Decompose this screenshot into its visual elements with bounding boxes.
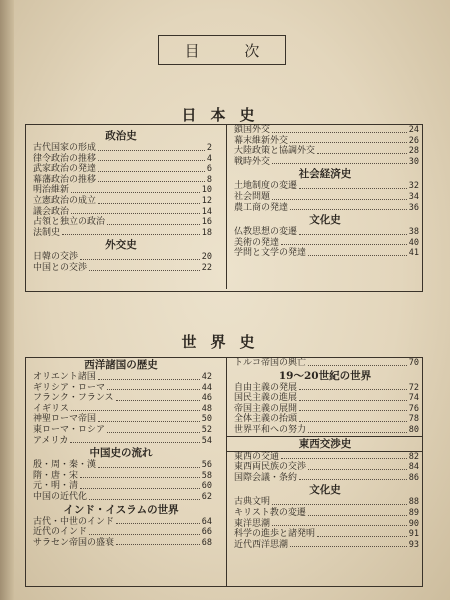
toc-entry-title: 明治維新 xyxy=(33,185,70,196)
dot-leader xyxy=(98,203,200,204)
toc-entry-page: 34 xyxy=(408,191,419,202)
toc-entry-page: 70 xyxy=(408,358,419,368)
dot-leader xyxy=(89,270,200,271)
toc-entry-title: アメリカ xyxy=(33,435,69,446)
toc-entry-page: 6 xyxy=(206,164,212,175)
dot-leader xyxy=(98,150,205,151)
toc-entry-page: 82 xyxy=(408,451,419,462)
toc-entry-page: 22 xyxy=(201,262,212,273)
toc-entry-page: 74 xyxy=(408,393,419,404)
toc-entry-title: 幕藩政治の推移 xyxy=(33,174,97,185)
dot-leader xyxy=(299,410,407,411)
toc-entry-page: 8 xyxy=(206,174,212,185)
toc-entry xyxy=(26,393,216,404)
dot-leader xyxy=(308,515,407,516)
toc-entry xyxy=(227,540,423,551)
dot-leader xyxy=(299,421,407,422)
toc-entry-page: 20 xyxy=(201,252,212,263)
toc-entry-page: 54 xyxy=(201,435,212,446)
world-history-frame xyxy=(25,357,423,587)
dot-leader xyxy=(272,132,407,133)
toc-entry xyxy=(26,436,216,447)
part-heading-world-history: 世界史 xyxy=(181,333,269,351)
toc-entry-title: 議会政治 xyxy=(33,206,70,217)
toc-entry-page: 32 xyxy=(408,181,419,192)
toc-entry xyxy=(26,372,216,383)
dot-leader xyxy=(80,477,200,478)
toc-entry-title: 法制史 xyxy=(33,227,61,238)
toc-entry-page: 90 xyxy=(408,518,419,529)
toc-entry-title: 仏教思想の変遷 xyxy=(234,227,298,238)
toc-entry-title: 隋・唐・宋 xyxy=(33,470,79,481)
toc-entry-title: 土地制度の変遷 xyxy=(234,181,298,192)
toc-entry-title: 近代のインド xyxy=(33,527,88,538)
toc-entry-page: 10 xyxy=(201,185,212,196)
dot-leader xyxy=(299,400,407,401)
toc-entry-page: 50 xyxy=(201,414,212,425)
dot-leader xyxy=(308,432,407,433)
dot-leader xyxy=(89,534,200,535)
toc-entry-page: 46 xyxy=(201,393,212,404)
toc-entry-page: 68 xyxy=(201,537,212,548)
dot-leader xyxy=(116,544,200,545)
toc-entry-page: 30 xyxy=(408,156,419,167)
toc-entry xyxy=(227,425,423,436)
toc-entry-title: 中国の近代化 xyxy=(33,491,88,502)
toc-entry-title: サラセン帝国の盛衰 xyxy=(33,537,115,548)
toc-entry-page: 12 xyxy=(201,195,212,206)
toc-entry-page: 89 xyxy=(408,507,419,518)
section-title: 19～20世紀の世界 xyxy=(278,369,372,382)
toc-entry xyxy=(227,383,423,394)
dot-leader xyxy=(80,259,200,260)
toc-entry xyxy=(227,529,423,540)
toc-entry-title: 戦時外交 xyxy=(234,156,271,167)
toc-entry-page: 41 xyxy=(408,248,419,259)
toc-entry xyxy=(26,481,216,492)
toc-entry-page: 24 xyxy=(408,125,419,135)
dot-leader xyxy=(80,488,200,489)
toc-entry-page: 48 xyxy=(201,403,212,414)
section-title: 西洋諸国の歴史 xyxy=(84,359,158,371)
toc-entry xyxy=(227,497,423,508)
section-title: 外交史 xyxy=(105,239,137,252)
dot-leader xyxy=(299,188,407,189)
dot-leader xyxy=(272,504,407,505)
toc-entry xyxy=(227,404,423,415)
toc-entry-page: 91 xyxy=(408,529,419,540)
section-title: 社会経済史 xyxy=(298,168,352,181)
toc-entry xyxy=(227,452,423,463)
dot-leader xyxy=(98,379,200,380)
toc-entry xyxy=(227,462,423,473)
section-title: 東西交渉史 xyxy=(227,436,423,452)
toc-entry xyxy=(26,538,216,549)
toc-entry xyxy=(227,238,423,249)
toc-entry xyxy=(26,492,216,503)
toc-entry-page: 64 xyxy=(201,516,212,527)
dot-leader xyxy=(308,469,407,470)
toc-entry-page: 86 xyxy=(408,472,419,483)
toc-entry-title: 農工商の発達 xyxy=(234,202,289,213)
toc-entry-title: 近代西洋思潮 xyxy=(234,539,289,550)
toc-entry xyxy=(26,404,216,415)
toc-entry-title: 古代・中世のインド xyxy=(33,516,115,527)
dot-leader xyxy=(98,421,200,422)
dot-leader xyxy=(70,442,199,443)
toc-entry-page: 26 xyxy=(408,135,419,146)
toc-entry xyxy=(227,248,423,259)
toc-entry-title: 鎖国外交 xyxy=(234,125,271,135)
dot-leader xyxy=(272,525,407,526)
dot-leader xyxy=(299,234,407,235)
toc-title: 目 次 xyxy=(158,35,286,65)
dot-leader xyxy=(317,153,407,154)
toc-entry-page: 88 xyxy=(408,497,419,508)
japanese-history-left-column xyxy=(26,129,216,293)
toc-entry-page: 80 xyxy=(408,424,419,435)
dot-leader xyxy=(290,209,407,210)
dot-leader xyxy=(89,499,200,500)
toc-entry-page: 38 xyxy=(408,227,419,238)
toc-entry xyxy=(227,181,423,192)
toc-entry-title: 古典文明 xyxy=(234,497,271,508)
toc-entry xyxy=(26,263,216,274)
dot-leader xyxy=(98,467,200,468)
toc-entry-page: 78 xyxy=(408,414,419,425)
section-title: インド・イスラムの世界 xyxy=(63,503,179,516)
toc-entry-title: 東西の交通 xyxy=(234,451,280,462)
section-title: 政治史 xyxy=(105,130,137,142)
toc-entry xyxy=(26,517,216,528)
toc-entry-page: 36 xyxy=(408,202,419,213)
section-title: 文化史 xyxy=(309,484,341,497)
toc-entry-page: 28 xyxy=(408,146,419,157)
toc-entry xyxy=(227,227,423,238)
toc-entry xyxy=(227,203,423,214)
section-title: 中国史の流れ xyxy=(89,447,153,460)
toc-entry-title: 神聖ローマ帝国 xyxy=(33,414,97,425)
toc-entry-page: 2 xyxy=(206,143,212,153)
toc-entry xyxy=(26,175,216,186)
toc-entry xyxy=(26,217,216,228)
toc-entry xyxy=(26,527,216,538)
toc-entry xyxy=(227,358,423,369)
dot-leader xyxy=(308,365,407,366)
toc-entry-title: 立憲政治の成立 xyxy=(33,195,97,206)
dot-leader xyxy=(308,255,407,256)
toc-entry xyxy=(26,460,216,471)
toc-entry-title: 美術の発達 xyxy=(234,237,280,248)
toc-entry-page: 58 xyxy=(201,470,212,481)
toc-entry-title: オリエント諸国 xyxy=(33,372,96,382)
toc-entry xyxy=(26,207,216,218)
toc-entry-title: 東ローマ・ロシア xyxy=(33,424,106,435)
toc-entry-title: 学問と文学の発達 xyxy=(234,248,307,259)
toc-entry-page: 76 xyxy=(408,403,419,414)
toc-entry-page: 72 xyxy=(408,382,419,393)
japanese-history-frame xyxy=(25,124,423,292)
toc-entry xyxy=(26,383,216,394)
dot-leader xyxy=(299,389,407,390)
book-binding-shadow xyxy=(0,0,14,600)
toc-entry-page: 4 xyxy=(206,153,212,164)
toc-entry-title: 帝国主義の展開 xyxy=(234,403,298,414)
toc-entry-title: 殷・周・秦・漢 xyxy=(33,460,97,471)
toc-entry xyxy=(227,136,423,147)
toc-entry xyxy=(26,228,216,239)
toc-entry xyxy=(227,508,423,519)
dot-leader xyxy=(98,181,205,182)
toc-entry-page: 16 xyxy=(201,217,212,228)
toc-entry xyxy=(227,157,423,168)
toc-entry-title: トルコ帝国の興亡 xyxy=(234,358,307,368)
dot-leader xyxy=(98,160,205,161)
toc-entry xyxy=(227,393,423,404)
toc-entry-page: 60 xyxy=(201,481,212,492)
toc-entry xyxy=(26,164,216,175)
toc-entry-title: 科学の進歩と諸発明 xyxy=(234,529,316,540)
dot-leader xyxy=(107,224,200,225)
dot-leader xyxy=(107,389,200,390)
dot-leader xyxy=(290,546,407,547)
toc-entry-page: 14 xyxy=(201,206,212,217)
toc-entry-page: 52 xyxy=(201,424,212,435)
dot-leader xyxy=(116,523,200,524)
toc-entry xyxy=(26,154,216,165)
dot-leader xyxy=(71,410,200,411)
toc-entry-title: 東洋思潮 xyxy=(234,518,271,529)
toc-entry-title: 日韓の交渉 xyxy=(33,252,79,263)
toc-entry xyxy=(227,192,423,203)
toc-entry xyxy=(26,252,216,263)
toc-entry xyxy=(227,519,423,530)
toc-entry-title: フランク・フランス xyxy=(33,393,114,404)
dot-leader xyxy=(281,244,407,245)
toc-entry xyxy=(26,185,216,196)
toc-entry-title: イギリス xyxy=(33,403,69,414)
toc-entry-page: 62 xyxy=(201,491,212,502)
section-title: 文化史 xyxy=(309,214,341,227)
japanese-history-right-column xyxy=(226,125,423,289)
toc-entry-title: 世界平和への努力 xyxy=(234,424,307,435)
toc-entry-page: 18 xyxy=(201,227,212,238)
world-history-left-column xyxy=(26,358,216,586)
dot-leader xyxy=(107,432,200,433)
toc-entry xyxy=(26,471,216,482)
toc-entry-title: 全体主義の抬頭 xyxy=(234,414,298,425)
toc-entry-title: キリスト教の変遷 xyxy=(234,507,306,518)
toc-entry-title: 自由主義の発展 xyxy=(234,382,298,393)
toc-entry-title: 社会問題 xyxy=(234,191,271,202)
toc-entry-page: 40 xyxy=(408,237,419,248)
toc-entry xyxy=(26,143,216,154)
dot-leader xyxy=(71,213,200,214)
toc-entry-page: 66 xyxy=(201,527,212,538)
toc-entry-title: 大陸政策と協調外交 xyxy=(234,146,316,157)
toc-entry-title: 元・明・清 xyxy=(33,481,79,492)
toc-entry-page: 56 xyxy=(201,460,212,471)
dot-leader xyxy=(299,479,407,480)
toc-entry xyxy=(26,196,216,207)
toc-entry-title: ギリシア・ローマ xyxy=(33,382,106,393)
toc-entry-title: 国民主義の進展 xyxy=(234,393,298,404)
dot-leader xyxy=(317,536,407,537)
toc-entry-page: 42 xyxy=(201,372,212,382)
toc-entry xyxy=(26,425,216,436)
dot-leader xyxy=(62,234,200,235)
toc-entry-title: 国際会議・条約 xyxy=(234,472,298,483)
toc-entry xyxy=(227,414,423,425)
dot-leader xyxy=(281,458,407,459)
dot-leader xyxy=(98,171,205,172)
toc-entry-title: 中国との交渉 xyxy=(33,262,88,273)
toc-entry xyxy=(227,473,423,484)
toc-entry-title: 東西両民族の交渉 xyxy=(234,462,307,473)
dot-leader xyxy=(116,400,200,401)
toc-entry xyxy=(227,125,423,136)
dot-leader xyxy=(272,199,407,200)
toc-entry-title: 占領と独立の政治 xyxy=(33,217,106,228)
toc-entry xyxy=(26,414,216,425)
toc-entry-title: 律令政治の推移 xyxy=(33,153,97,164)
world-history-right-column xyxy=(226,358,423,586)
toc-entry-title: 古代国家の形成 xyxy=(33,143,97,153)
dot-leader xyxy=(71,192,200,193)
toc-entry-page: 84 xyxy=(408,462,419,473)
dot-leader xyxy=(272,163,407,164)
part-heading-japanese-history: 日本史 xyxy=(181,106,269,124)
toc-entry xyxy=(227,146,423,157)
toc-entry-title: 幕末維新外交 xyxy=(234,135,289,146)
toc-entry-page: 44 xyxy=(201,382,212,393)
toc-entry-page: 93 xyxy=(408,539,419,550)
toc-entry-title: 武家政治の発達 xyxy=(33,164,97,175)
dot-leader xyxy=(290,142,407,143)
